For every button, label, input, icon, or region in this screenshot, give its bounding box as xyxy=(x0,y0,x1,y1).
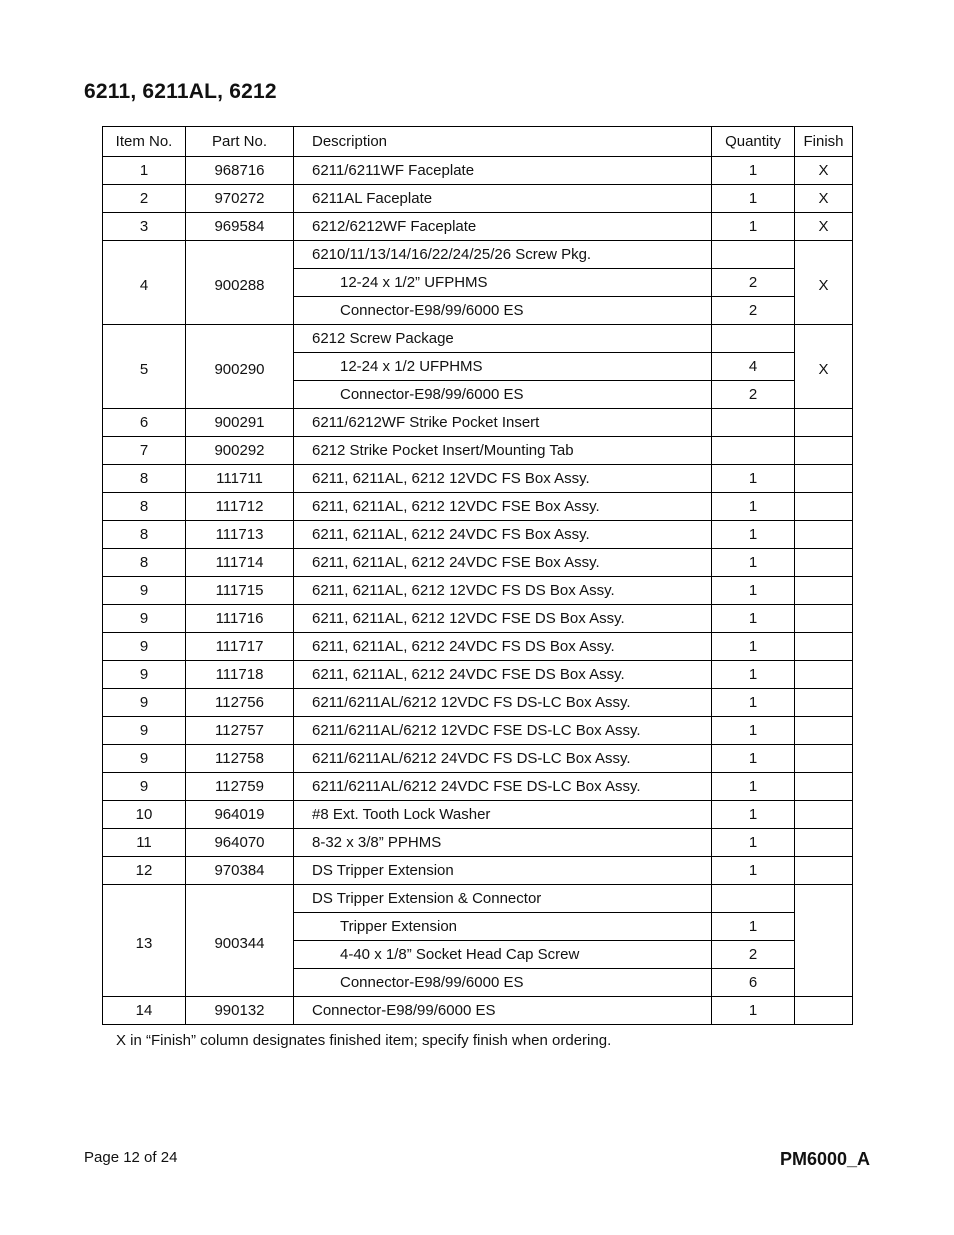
item-no-cell: 9 xyxy=(103,605,186,633)
sub-description-cell: Tripper Extension xyxy=(294,913,712,941)
item-no-cell: 1 xyxy=(103,157,186,185)
description-cell: DS Tripper Extension & Connector xyxy=(294,885,712,913)
quantity-cell xyxy=(712,325,795,353)
description-cell: 6212/6212WF Faceplate xyxy=(294,213,712,241)
quantity-cell xyxy=(712,437,795,465)
finish-cell xyxy=(795,437,853,465)
description-cell: 6211, 6211AL, 6212 24VDC FS Box Assy. xyxy=(294,521,712,549)
finish-cell xyxy=(795,997,853,1025)
description-cell: Connector-E98/99/6000 ES xyxy=(294,997,712,1025)
part-no-cell: 111718 xyxy=(186,661,294,689)
table-row xyxy=(103,437,853,465)
part-no-cell: 900290 xyxy=(186,325,294,409)
part-no-cell: 111715 xyxy=(186,577,294,605)
sub-description-cell: Connector-E98/99/6000 ES xyxy=(294,297,712,325)
finish-cell xyxy=(795,885,853,997)
item-no-cell: 4 xyxy=(103,241,186,325)
part-no-cell: 968716 xyxy=(186,157,294,185)
sub-description-cell: Connector-E98/99/6000 ES xyxy=(294,381,712,409)
part-no-cell: 111716 xyxy=(186,605,294,633)
quantity-cell: 1 xyxy=(712,745,795,773)
table-row xyxy=(103,325,853,353)
description-cell: 6211/6211AL/6212 12VDC FS DS-LC Box Assy. xyxy=(294,689,712,717)
description-cell: DS Tripper Extension xyxy=(294,857,712,885)
table-row xyxy=(103,185,853,213)
sub-description-cell: 12-24 x 1/2 UFPHMS xyxy=(294,353,712,381)
part-no-cell: 900292 xyxy=(186,437,294,465)
table-row xyxy=(103,689,853,717)
part-no-cell: 111717 xyxy=(186,633,294,661)
header-part-no: Part No. xyxy=(186,127,294,157)
table-header-row xyxy=(103,127,853,157)
part-no-cell: 964019 xyxy=(186,801,294,829)
quantity-cell: 1 xyxy=(712,857,795,885)
part-no-cell: 964070 xyxy=(186,829,294,857)
finish-cell xyxy=(795,409,853,437)
finish-cell xyxy=(795,521,853,549)
finish-cell xyxy=(795,577,853,605)
item-no-cell: 8 xyxy=(103,549,186,577)
description-cell: 6211, 6211AL, 6212 12VDC FSE Box Assy. xyxy=(294,493,712,521)
item-no-cell: 10 xyxy=(103,801,186,829)
sub-quantity-cell: 6 xyxy=(712,969,795,997)
finish-cell xyxy=(795,465,853,493)
finish-cell xyxy=(795,633,853,661)
sub-description-cell: Connector-E98/99/6000 ES xyxy=(294,969,712,997)
description-cell: 6212 Strike Pocket Insert/Mounting Tab xyxy=(294,437,712,465)
item-no-cell: 12 xyxy=(103,857,186,885)
description-cell: 6210/11/13/14/16/22/24/25/26 Screw Pkg. xyxy=(294,241,712,269)
part-no-cell: 900344 xyxy=(186,885,294,997)
table-row xyxy=(103,241,853,269)
part-no-cell: 112757 xyxy=(186,717,294,745)
item-no-cell: 2 xyxy=(103,185,186,213)
table-row xyxy=(103,465,853,493)
item-no-cell: 8 xyxy=(103,521,186,549)
finish-cell: X xyxy=(795,241,853,325)
finish-cell xyxy=(795,689,853,717)
table-row xyxy=(103,605,853,633)
description-cell: 8-32 x 3/8” PPHMS xyxy=(294,829,712,857)
finish-cell xyxy=(795,801,853,829)
quantity-cell: 1 xyxy=(712,213,795,241)
quantity-cell: 1 xyxy=(712,549,795,577)
part-no-cell: 112759 xyxy=(186,773,294,801)
finish-cell: X xyxy=(795,185,853,213)
item-no-cell: 3 xyxy=(103,213,186,241)
table-row xyxy=(103,493,853,521)
description-cell: 6211/6211AL/6212 24VDC FSE DS-LC Box Assy. xyxy=(294,773,712,801)
table-row xyxy=(103,549,853,577)
quantity-cell: 1 xyxy=(712,493,795,521)
header-description: Description xyxy=(294,127,712,157)
item-no-cell: 9 xyxy=(103,689,186,717)
finish-cell xyxy=(795,717,853,745)
table-row xyxy=(103,661,853,689)
document-id: PM6000_A xyxy=(779,1149,870,1169)
part-no-cell: 112756 xyxy=(186,689,294,717)
sub-quantity-cell: 2 xyxy=(712,297,795,325)
item-no-cell: 9 xyxy=(103,661,186,689)
quantity-cell: 1 xyxy=(712,773,795,801)
quantity-cell xyxy=(712,409,795,437)
description-cell: 6211, 6211AL, 6212 24VDC FS DS Box Assy. xyxy=(294,633,712,661)
part-no-cell: 900288 xyxy=(186,241,294,325)
page-title: 6211, 6211AL, 6212 xyxy=(84,80,277,103)
table-row xyxy=(103,577,853,605)
sub-description-cell: 4-40 x 1/8” Socket Head Cap Screw xyxy=(294,941,712,969)
table-row xyxy=(103,885,853,913)
item-no-cell: 9 xyxy=(103,633,186,661)
part-no-cell: 111713 xyxy=(186,521,294,549)
parts-table xyxy=(102,126,853,1025)
finish-cell: X xyxy=(795,157,853,185)
finish-cell xyxy=(795,493,853,521)
sub-description-cell: 12-24 x 1/2” UFPHMS xyxy=(294,269,712,297)
item-no-cell: 9 xyxy=(103,773,186,801)
description-cell: 6211, 6211AL, 6212 24VDC FSE DS Box Assy. xyxy=(294,661,712,689)
quantity-cell: 1 xyxy=(712,689,795,717)
table-row xyxy=(103,157,853,185)
sub-quantity-cell: 2 xyxy=(712,381,795,409)
part-no-cell: 111714 xyxy=(186,549,294,577)
sub-quantity-cell: 1 xyxy=(712,913,795,941)
item-no-cell: 6 xyxy=(103,409,186,437)
item-no-cell: 13 xyxy=(103,885,186,997)
part-no-cell: 111712 xyxy=(186,493,294,521)
part-no-cell: 990132 xyxy=(186,997,294,1025)
item-no-cell: 9 xyxy=(103,717,186,745)
item-no-cell: 9 xyxy=(103,745,186,773)
description-cell: #8 Ext. Tooth Lock Washer xyxy=(294,801,712,829)
quantity-cell: 1 xyxy=(712,801,795,829)
description-cell: 6211, 6211AL, 6212 12VDC FS Box Assy. xyxy=(294,465,712,493)
header-item-no: Item No. xyxy=(103,127,186,157)
table-row xyxy=(103,717,853,745)
quantity-cell: 1 xyxy=(712,829,795,857)
item-no-cell: 14 xyxy=(103,997,186,1025)
description-cell: 6211, 6211AL, 6212 12VDC FSE DS Box Assy. xyxy=(294,605,712,633)
part-no-cell: 900291 xyxy=(186,409,294,437)
sub-quantity-cell: 4 xyxy=(712,353,795,381)
item-no-cell: 11 xyxy=(103,829,186,857)
quantity-cell: 1 xyxy=(712,157,795,185)
page-number: Page 12 of 24 xyxy=(84,1149,178,1166)
sub-quantity-cell: 2 xyxy=(712,269,795,297)
table-row xyxy=(103,745,853,773)
finish-cell xyxy=(795,857,853,885)
finish-cell xyxy=(795,605,853,633)
table-row xyxy=(103,857,853,885)
description-cell: 6212 Screw Package xyxy=(294,325,712,353)
item-no-cell: 5 xyxy=(103,325,186,409)
finish-cell xyxy=(795,773,853,801)
part-no-cell: 970272 xyxy=(186,185,294,213)
table-row xyxy=(103,829,853,857)
sub-quantity-cell: 2 xyxy=(712,941,795,969)
finish-cell xyxy=(795,549,853,577)
quantity-cell xyxy=(712,241,795,269)
table-row xyxy=(103,801,853,829)
item-no-cell: 9 xyxy=(103,577,186,605)
table-row xyxy=(103,213,853,241)
part-no-cell: 969584 xyxy=(186,213,294,241)
finish-cell: X xyxy=(795,325,853,409)
description-cell: 6211AL Faceplate xyxy=(294,185,712,213)
description-cell: 6211, 6211AL, 6212 24VDC FSE Box Assy. xyxy=(294,549,712,577)
table-row xyxy=(103,633,853,661)
header-quantity: Quantity xyxy=(712,127,795,157)
finish-cell xyxy=(795,829,853,857)
quantity-cell: 1 xyxy=(712,997,795,1025)
finish-cell xyxy=(795,745,853,773)
table-row xyxy=(103,409,853,437)
finish-cell xyxy=(795,661,853,689)
description-cell: 6211/6211AL/6212 12VDC FSE DS-LC Box Assy. xyxy=(294,717,712,745)
item-no-cell: 7 xyxy=(103,437,186,465)
quantity-cell: 1 xyxy=(712,185,795,213)
description-cell: 6211, 6211AL, 6212 12VDC FS DS Box Assy. xyxy=(294,577,712,605)
description-cell: 6211/6211AL/6212 24VDC FS DS-LC Box Assy. xyxy=(294,745,712,773)
description-cell: 6211/6212WF Strike Pocket Insert xyxy=(294,409,712,437)
quantity-cell xyxy=(712,885,795,913)
finish-note: X in “Finish” column designates finished item; specify finish when ordering. xyxy=(116,1032,612,1049)
table-row xyxy=(103,997,853,1025)
quantity-cell: 1 xyxy=(712,605,795,633)
quantity-cell: 1 xyxy=(712,717,795,745)
part-no-cell: 112758 xyxy=(186,745,294,773)
parts-table-body xyxy=(103,157,853,1025)
quantity-cell: 1 xyxy=(712,465,795,493)
quantity-cell: 1 xyxy=(712,577,795,605)
table-row xyxy=(103,521,853,549)
header-finish: Finish xyxy=(795,127,853,157)
item-no-cell: 8 xyxy=(103,465,186,493)
part-no-cell: 970384 xyxy=(186,857,294,885)
part-no-cell: 111711 xyxy=(186,465,294,493)
quantity-cell: 1 xyxy=(712,521,795,549)
item-no-cell: 8 xyxy=(103,493,186,521)
finish-cell: X xyxy=(795,213,853,241)
quantity-cell: 1 xyxy=(712,633,795,661)
table-row xyxy=(103,773,853,801)
description-cell: 6211/6211WF Faceplate xyxy=(294,157,712,185)
quantity-cell: 1 xyxy=(712,661,795,689)
